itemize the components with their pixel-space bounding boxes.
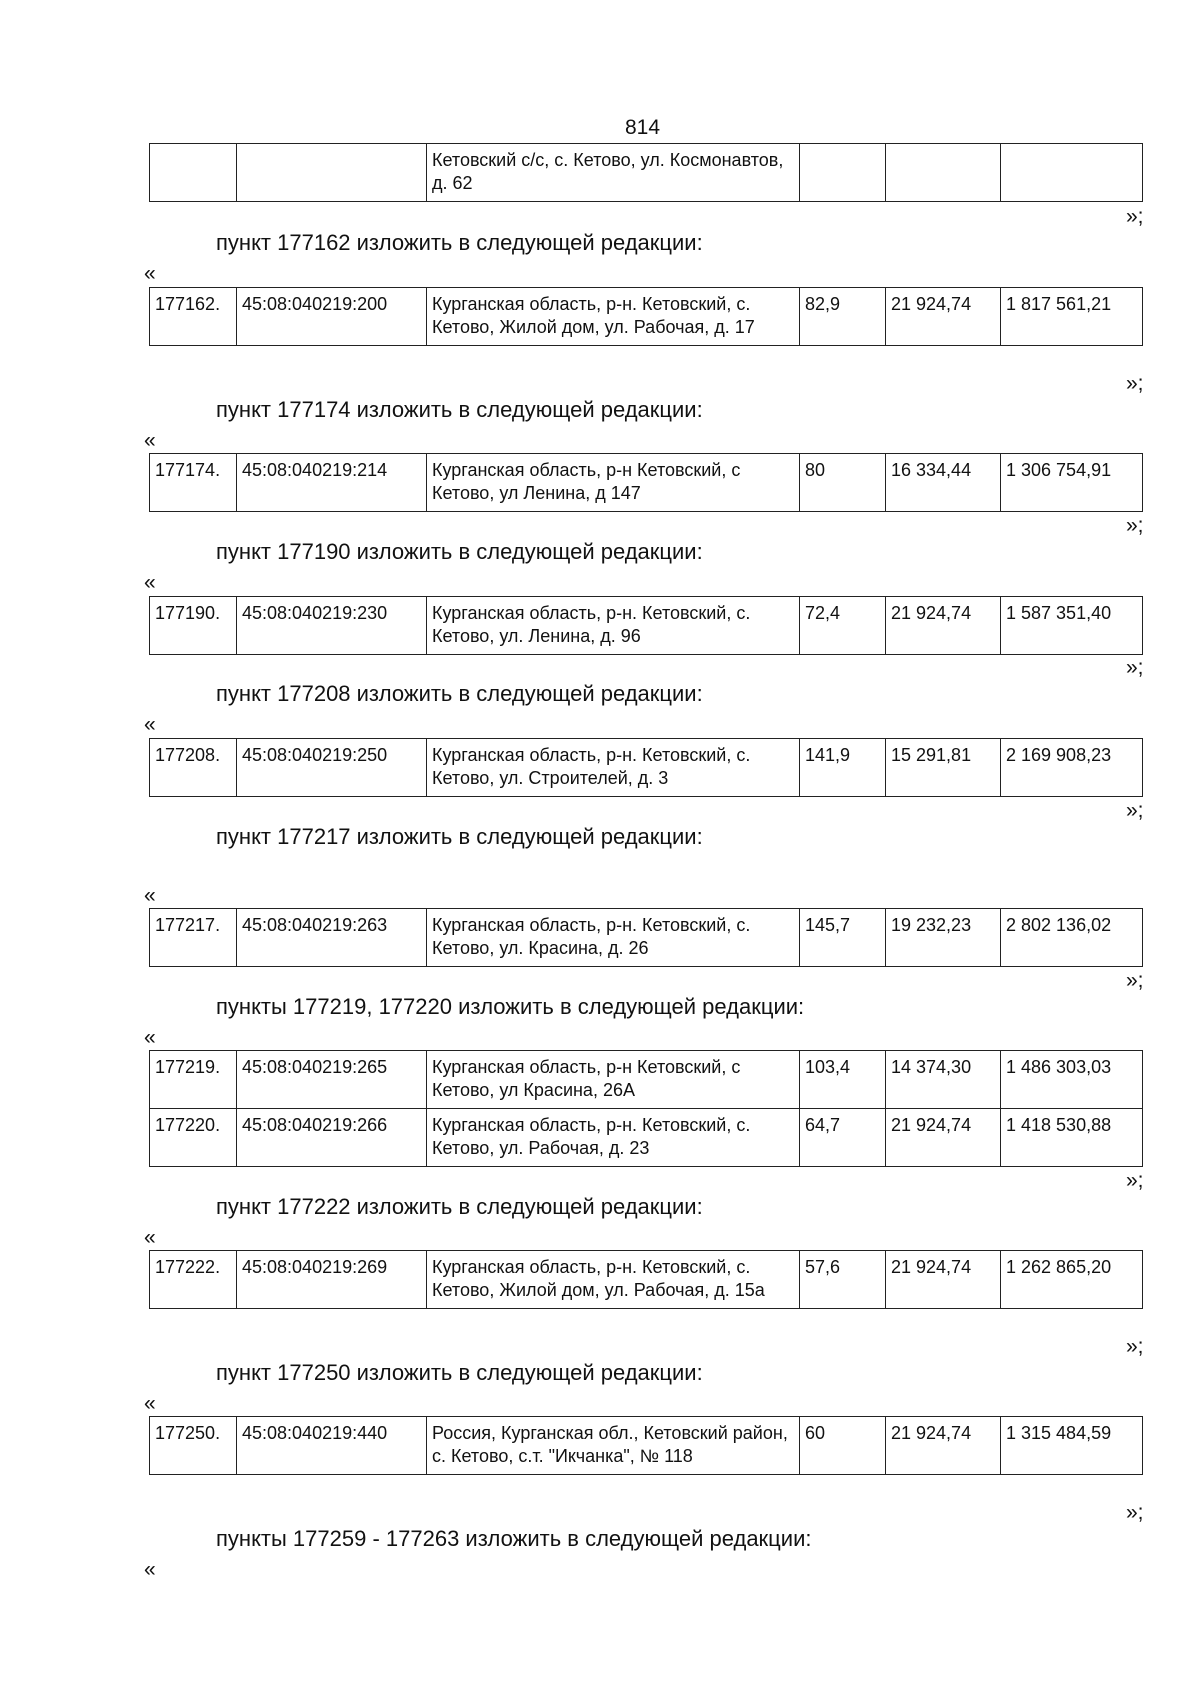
cell-cadastral: 45:08:040219:269 (237, 1251, 427, 1309)
cell-value: 1 817 561,21 (1001, 288, 1143, 346)
section-table (149, 738, 1143, 797)
section-heading: пункт 177208 изложить в следующей редакции: (216, 681, 703, 706)
section-table (149, 1250, 1143, 1309)
cell-value: 1 262 865,20 (1001, 1251, 1143, 1309)
section-heading: пункты 177219, 177220 изложить в следующей редакции: (216, 994, 805, 1019)
cell-rate: 21 924,74 (886, 1109, 1001, 1167)
cell-area (800, 144, 886, 202)
cell-rate: 21 924,74 (886, 1417, 1001, 1475)
cell-cadastral: 45:08:040219:265 (237, 1051, 427, 1109)
section-heading: пункт 177162 изложить в следующей редакции: (216, 230, 703, 255)
table-row (150, 1051, 1143, 1109)
cell-area: 57,6 (800, 1251, 886, 1309)
close-quote: »; (1126, 656, 1144, 679)
cell-rate: 15 291,81 (886, 739, 1001, 797)
cell-address: Курганская область, р-н. Кетовский, с. Кетово, Жилой дом, ул. Рабочая, д. 17 (427, 288, 800, 346)
cell-cadastral: 45:08:040219:263 (237, 909, 427, 967)
cell-number: 177250. (150, 1417, 237, 1475)
close-quote: »; (1126, 799, 1144, 822)
cell-area: 72,4 (800, 597, 886, 655)
section-table (149, 1416, 1143, 1475)
cell-rate: 14 374,30 (886, 1051, 1001, 1109)
cell-cadastral: 45:08:040219:440 (237, 1417, 427, 1475)
cell-value: 1 315 484,59 (1001, 1417, 1143, 1475)
section-heading: пункт 177222 изложить в следующей редакции: (216, 1194, 703, 1219)
cell-area: 82,9 (800, 288, 886, 346)
cell-address: Курганская область, р-н Кетовский, с Кетово, ул Красина, 26А (427, 1051, 800, 1109)
cell-number: 177174. (150, 454, 237, 512)
section-table (149, 287, 1143, 346)
table-row (150, 1417, 1143, 1475)
cell-rate: 19 232,23 (886, 909, 1001, 967)
cell-address: Кетовский с/с, с. Кетово, ул. Космонавтов, д. 62 (427, 144, 800, 202)
cell-address: Курганская область, р-н. Кетовский, с. Кетово, ул. Красина, д. 26 (427, 909, 800, 967)
cell-address: Курганская область, р-н Кетовский, с Кетово, ул Ленина, д 147 (427, 454, 800, 512)
cell-value: 2 802 136,02 (1001, 909, 1143, 967)
cell-area: 141,9 (800, 739, 886, 797)
close-quote: »; (1126, 514, 1144, 537)
cell-area: 60 (800, 1417, 886, 1475)
cell-number: 177222. (150, 1251, 237, 1309)
close-quote: »; (1126, 1335, 1144, 1358)
cell-cadastral: 45:08:040219:200 (237, 288, 427, 346)
cell-cadastral: 45:08:040219:250 (237, 739, 427, 797)
section-table (149, 453, 1143, 512)
cell-number: 177162. (150, 288, 237, 346)
close-quote: »; (1126, 205, 1144, 228)
cell-address: Курганская область, р-н. Кетовский, с. Кетово, ул. Строителей, д. 3 (427, 739, 800, 797)
cell-cadastral: 45:08:040219:266 (237, 1109, 427, 1167)
close-quote: »; (1126, 1501, 1144, 1524)
open-quote: « (144, 884, 156, 907)
cell-cadastral (237, 144, 427, 202)
cell-number: 177190. (150, 597, 237, 655)
cell-address: Курганская область, р-н. Кетовский, с. Кетово, ул. Ленина, д. 96 (427, 597, 800, 655)
section-heading: пункт 177217 изложить в следующей редакции: (216, 824, 703, 849)
section-heading: пункт 177174 изложить в следующей редакции: (216, 397, 703, 422)
table-row (150, 1251, 1143, 1309)
cell-value: 1 587 351,40 (1001, 597, 1143, 655)
cell-number: 177217. (150, 909, 237, 967)
cell-value: 1 418 530,88 (1001, 1109, 1143, 1167)
close-quote: »; (1126, 1169, 1144, 1192)
cell-number: 177219. (150, 1051, 237, 1109)
section-heading: пункт 177190 изложить в следующей редакции: (216, 539, 703, 564)
cell-rate: 21 924,74 (886, 288, 1001, 346)
open-quote: « (144, 1026, 156, 1049)
table-row (150, 597, 1143, 655)
cell-address: Россия, Курганская обл., Кетовский район, с. Кетово, с.т. "Икчанка", № 118 (427, 1417, 800, 1475)
section-heading: пункты 177259 - 177263 изложить в следующей редакции: (216, 1526, 812, 1551)
open-quote: « (144, 1392, 156, 1415)
cell-number (150, 144, 237, 202)
cell-area: 103,4 (800, 1051, 886, 1109)
section-table (149, 1050, 1143, 1167)
cell-number: 177208. (150, 739, 237, 797)
cell-cadastral: 45:08:040219:214 (237, 454, 427, 512)
cell-address: Курганская область, р-н. Кетовский, с. Кетово, Жилой дом, ул. Рабочая, д. 15а (427, 1251, 800, 1309)
cell-rate (886, 144, 1001, 202)
close-quote: »; (1126, 969, 1144, 992)
section-heading: пункт 177250 изложить в следующей редакции: (216, 1360, 703, 1385)
cell-rate: 21 924,74 (886, 597, 1001, 655)
cell-rate: 16 334,44 (886, 454, 1001, 512)
cell-area: 80 (800, 454, 886, 512)
close-quote: »; (1126, 372, 1144, 395)
cell-value: 2 169 908,23 (1001, 739, 1143, 797)
table-row (150, 454, 1143, 512)
cell-number: 177220. (150, 1109, 237, 1167)
page-number: 814 (625, 116, 661, 139)
table-row (150, 1109, 1143, 1167)
cell-area: 145,7 (800, 909, 886, 967)
cell-value: 1 486 303,03 (1001, 1051, 1143, 1109)
section-table (149, 908, 1143, 967)
cell-value (1001, 144, 1143, 202)
open-quote: « (144, 1558, 156, 1581)
open-quote: « (144, 571, 156, 594)
cell-address: Курганская область, р-н. Кетовский, с. Кетово, ул. Рабочая, д. 23 (427, 1109, 800, 1167)
table-row (150, 909, 1143, 967)
open-quote: « (144, 713, 156, 736)
open-quote: « (144, 429, 156, 452)
table-row (150, 144, 1143, 202)
cell-rate: 21 924,74 (886, 1251, 1001, 1309)
continuation-table (149, 143, 1143, 202)
cell-area: 64,7 (800, 1109, 886, 1167)
section-table (149, 596, 1143, 655)
cell-value: 1 306 754,91 (1001, 454, 1143, 512)
table-row (150, 288, 1143, 346)
cell-cadastral: 45:08:040219:230 (237, 597, 427, 655)
open-quote: « (144, 262, 156, 285)
table-row (150, 739, 1143, 797)
open-quote: « (144, 1226, 156, 1249)
